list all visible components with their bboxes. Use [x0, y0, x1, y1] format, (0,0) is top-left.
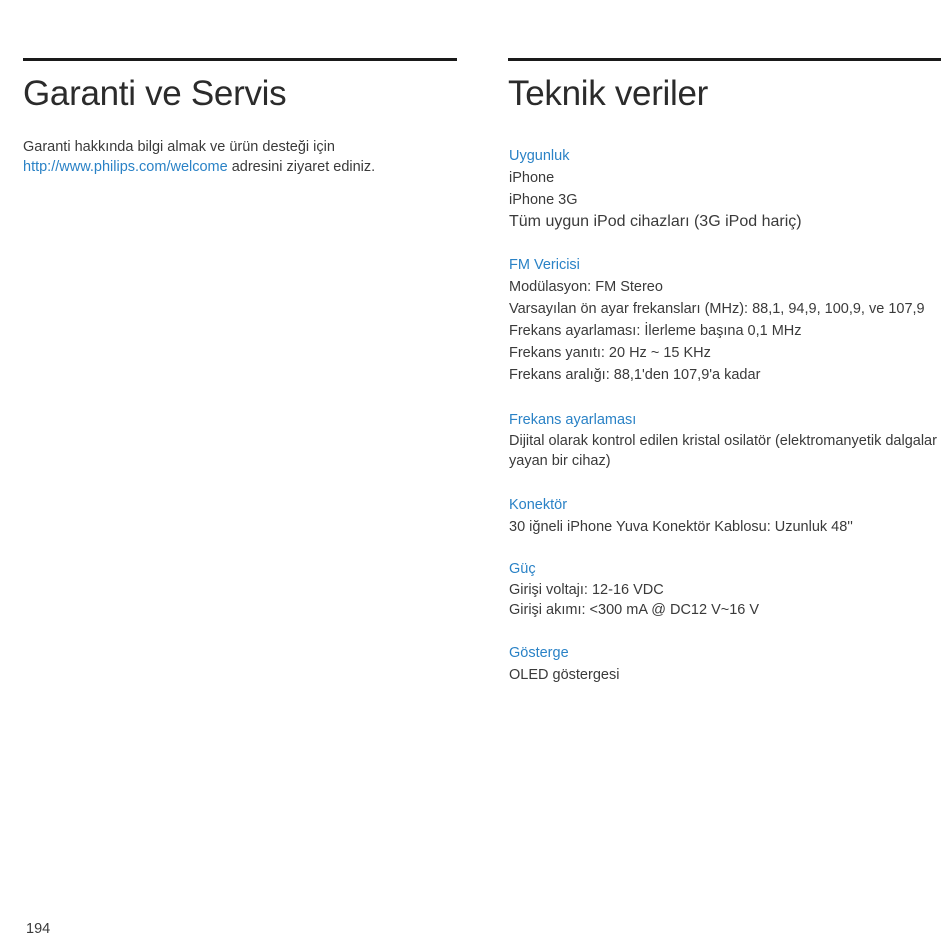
spec-line: Frekans yanıtı: 20 Hz ~ 15 KHz — [509, 345, 711, 361]
spec-line: Varsayılan ön ayar frekansları (MHz): 88,1, 94,9, 100,9, ve 107,9 — [509, 301, 925, 317]
warranty-title: Garanti ve Servis — [23, 74, 287, 113]
spec-line: OLED göstergesi — [509, 667, 620, 683]
section-rule — [508, 58, 941, 61]
spec-heading: Güç — [509, 561, 536, 577]
specs-title: Teknik veriler — [508, 74, 709, 113]
spec-line: Frekans aralığı: 88,1'den 107,9'a kadar — [509, 367, 761, 383]
spec-group-frequency-tuning — [509, 409, 941, 471]
spec-line: Girişi voltajı: 12-16 VDC — [509, 582, 664, 598]
spec-group-fm-transmitter — [509, 254, 941, 386]
spec-group-display — [509, 642, 941, 686]
warranty-text-suffix: adresini ziyaret ediniz. — [227, 159, 376, 175]
spec-group-compatibility — [509, 145, 941, 233]
spec-line: Girişi akımı: <300 mA @ DC12 V~16 V — [509, 602, 760, 618]
spec-line: iPhone 3G — [509, 192, 578, 208]
spec-heading: Konektör — [509, 497, 568, 513]
section-rule — [23, 58, 457, 61]
spec-paragraph: Dijital olarak kontrol edilen kristal osilatör (elektromanyetik dalgalar yayan bir cihaz) — [509, 433, 937, 469]
specs-column — [508, 58, 941, 683]
spec-group-connector — [509, 494, 941, 538]
spec-heading: Gösterge — [509, 645, 569, 661]
warranty-text — [23, 137, 457, 177]
spec-heading: Uygunluk — [509, 148, 570, 164]
spec-line: 30 iğneli iPhone Yuva Konektör Kablosu: Uzunluk 48'' — [509, 519, 853, 535]
warranty-text-prefix: Garanti hakkında bilgi almak ve ürün desteği için — [23, 139, 335, 155]
warranty-column — [23, 58, 457, 175]
spec-heading: Frekans ayarlaması — [509, 412, 637, 428]
spec-line: iPhone — [509, 170, 555, 186]
spec-line: Tüm uygun iPod cihazları (3G iPod hariç) — [509, 213, 802, 230]
page-number: 194 — [26, 921, 51, 937]
spec-heading: FM Vericisi — [509, 257, 580, 273]
spec-group-power — [509, 558, 941, 620]
philips-welcome-link[interactable]: http://www.philips.com/welcome — [23, 159, 228, 175]
spec-line: Frekans ayarlaması: İlerleme başına 0,1 MHz — [509, 323, 802, 339]
spec-line: Modülasyon: FM Stereo — [509, 279, 663, 295]
